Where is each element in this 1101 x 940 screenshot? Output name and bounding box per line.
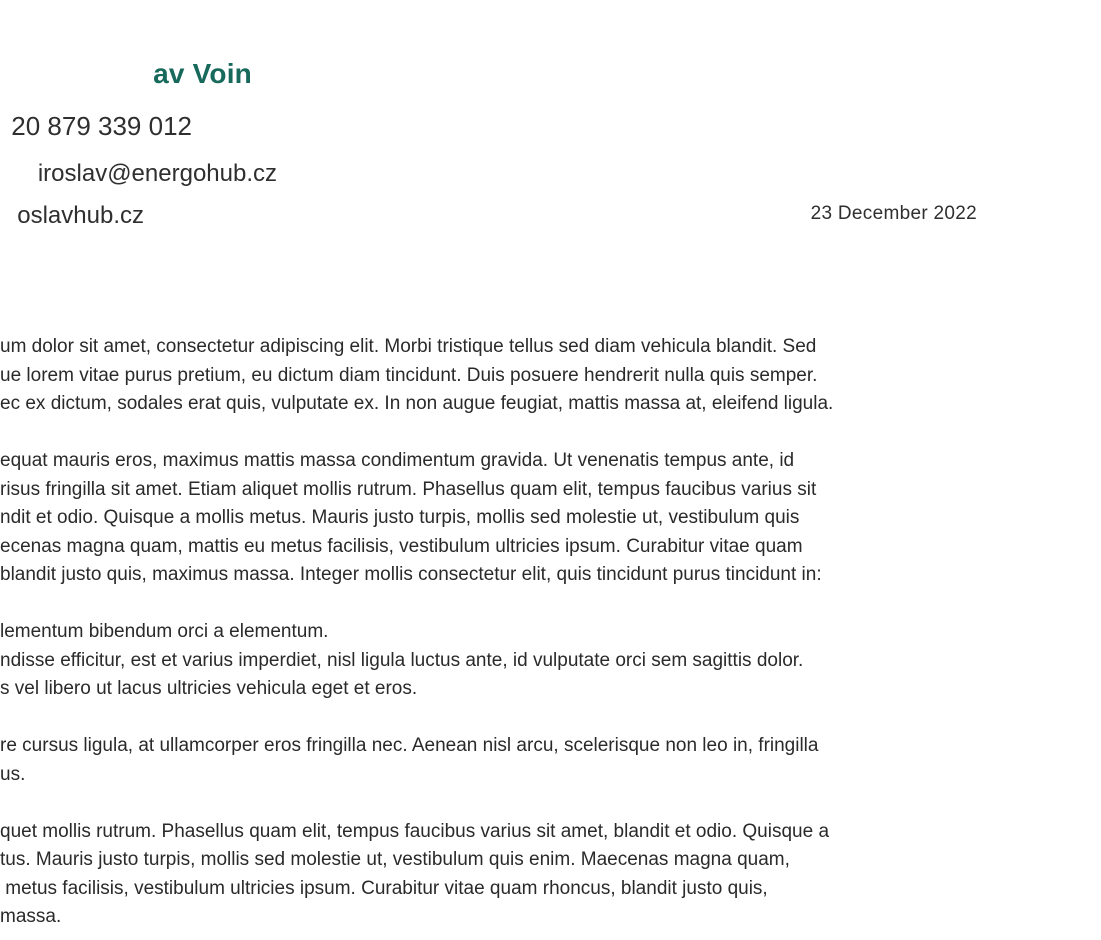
paragraph-line: metus facilisis, vestibulum ultricies ipsum. Curabitur vitae quam rhoncus, blandit justo quis, [0,877,768,899]
paragraph-3 [0,618,1000,704]
paragraph-line: quet mollis rutrum. Phasellus quam elit, tempus faucibus varius sit amet, blandit et odio. Quisque a [0,820,830,842]
letter-body [0,333,1000,932]
paragraph-line: blandit justo quis, maximus massa. Integer mollis consectetur elit, quis tincidunt purus tincidunt in: [0,564,822,585]
letter-date: 23 December 2022 [810,203,977,224]
paragraph-line: massa. [0,906,62,927]
paragraph-line: s vel libero ut lacus ultricies vehicula eget et eros. [0,678,418,699]
paragraph-line: risus fringilla sit amet. Etiam aliquet mollis rutrum. Phasellus quam elit, tempus faucibus varius sit [0,478,817,500]
paragraph-line: ec ex dictum, sodales erat quis, vulputate ex. In non augue feugiat, mattis massa at, eleifend ligula. [0,393,834,414]
paragraph-line: re cursus ligula, at ullamcorper eros fringilla nec. Aenean nisl arcu, scelerisque non leo in, fringilla [0,735,819,756]
paragraph-1 [0,333,1000,419]
sender-email: iroslav@energohub.cz [37,160,277,187]
paragraph-line: us. [0,763,26,785]
paragraph-line: ndit et odio. Quisque a mollis metus. Mauris justo turpis, mollis sed molestie ut, vestibulum quis [0,507,800,528]
sender-website: oslavhub.cz [17,202,144,229]
sender-phone: 20 879 339 012 [11,111,192,141]
paragraph-line: um dolor sit amet, consectetur adipiscing elit. Morbi tristique tellus sed diam vehicula blandit. Sed [0,336,817,357]
paragraph-line: equat mauris eros, maximus mattis massa condimentum gravida. Ut venenatis tempus ante, id [0,450,795,471]
paragraph-5 [0,818,1000,932]
paragraph-line: lementum bibendum orci a elementum. [0,621,329,642]
paragraph-line: ndisse efficitur, est et varius imperdiet, nisl ligula luctus ante, id vulputate orci sem sagittis dolor. [0,649,804,671]
paragraph-4 [0,732,1000,789]
paragraph-line: ue lorem vitae purus pretium, eu dictum diam tincidunt. Duis posuere hendrerit nulla quis semper. [0,364,818,386]
sender-name: av Voin [153,58,252,89]
paragraph-line: tus. Mauris justo turpis, mollis sed molestie ut, vestibulum quis enim. Maecenas magna quam, [0,849,790,870]
paragraph-line: ecenas magna quam, mattis eu metus facilisis, vestibulum ultricies ipsum. Curabitur vitae quam [0,535,803,557]
paragraph-2 [0,447,1000,590]
